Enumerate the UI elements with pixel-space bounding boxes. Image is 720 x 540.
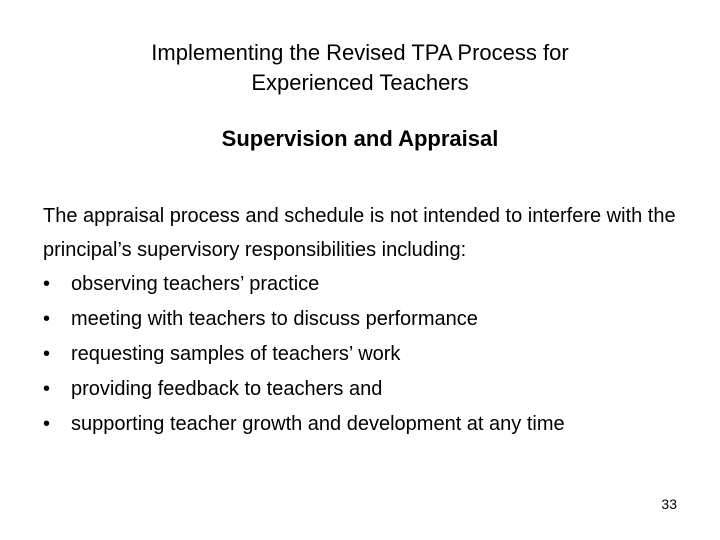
- bullet-text: observing teachers’ practice: [71, 273, 320, 295]
- intro-paragraph-continuation: principal’s supervisory responsibilities including:: [43, 239, 467, 261]
- bullet-text: requesting samples of teachers’ work: [71, 343, 401, 365]
- bullet-icon: •: [43, 413, 51, 435]
- title-line: Experienced Teachers: [251, 70, 469, 95]
- bullet-text: providing feedback to teachers and: [71, 378, 383, 400]
- bullet-item: [43, 407, 693, 442]
- bullet-icon: •: [43, 378, 51, 400]
- slide-body: [43, 199, 693, 442]
- bullet-item: [43, 302, 693, 337]
- bullet-item: [43, 267, 693, 302]
- intro-paragraph: The appraisal process and schedule is not intended to interfere with the: [43, 205, 676, 227]
- slide-title: [40, 38, 680, 98]
- title-line: Implementing the Revised TPA Process for: [151, 40, 569, 65]
- bullet-list: [43, 267, 693, 442]
- bullet-item: [43, 337, 693, 372]
- bullet-text: supporting teacher growth and development at any time: [71, 413, 565, 435]
- bullet-icon: •: [43, 308, 51, 330]
- slide-subtitle: Supervision and Appraisal: [221, 126, 499, 151]
- bullet-text: meeting with teachers to discuss performance: [71, 308, 478, 330]
- bullet-item: [43, 372, 693, 407]
- bullet-icon: •: [43, 343, 51, 365]
- bullet-icon: •: [43, 273, 51, 295]
- page-number: 33: [661, 496, 677, 512]
